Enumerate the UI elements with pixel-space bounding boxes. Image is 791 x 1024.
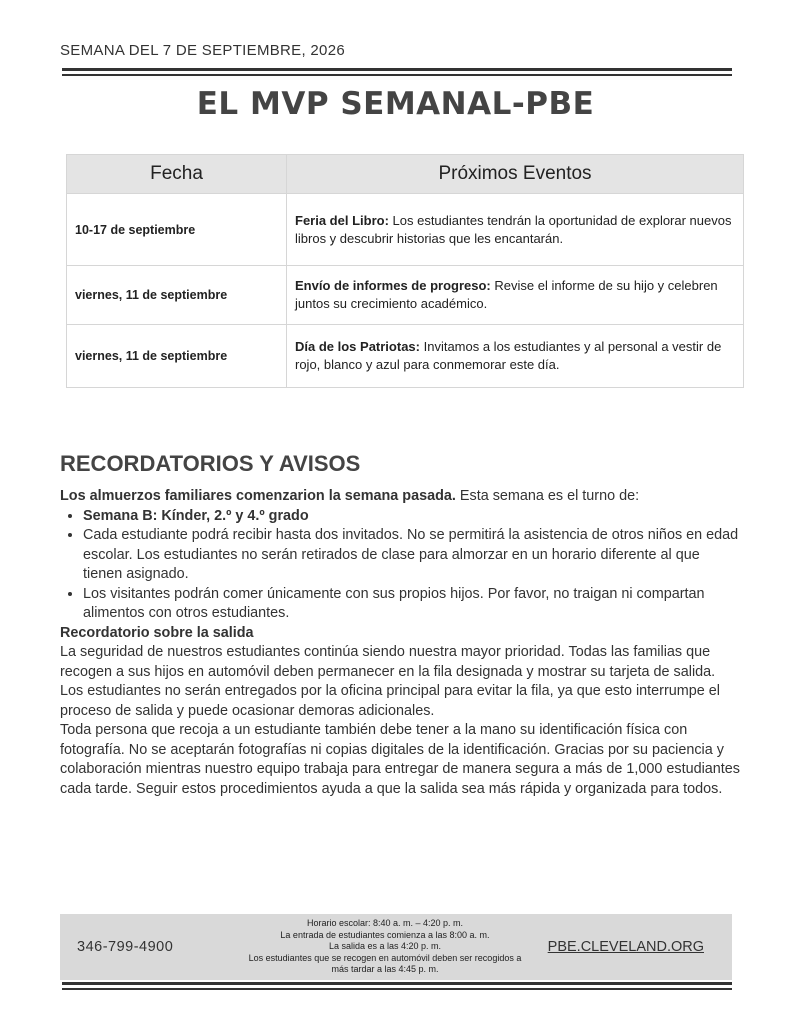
hours-line: La salida es a las 4:20 p. m.	[328, 941, 442, 952]
website-link[interactable]: PBE.CLEVELAND.ORG	[547, 939, 704, 955]
event-name: Feria del Libro:	[295, 212, 389, 228]
lunch-intro-bold: Los almuerzos familiares comenzarion la semana pasada.	[60, 488, 456, 504]
footer-bar	[60, 914, 732, 980]
hours-line: Los estudiantes que se recogen en automóvil deben ser recogidos a	[248, 952, 522, 963]
events-table	[66, 154, 744, 388]
table-row	[67, 194, 744, 266]
event-description	[287, 325, 744, 388]
event-date: 10-17 de septiembre	[67, 194, 287, 266]
dismissal-title: Recordatorio sobre la salida	[60, 624, 254, 641]
hours-line: Horario escolar: 8:40 a. m. – 4:20 p. m.	[306, 918, 464, 928]
lunch-intro-text: Esta semana es el turno de:	[455, 488, 640, 504]
event-text: Los estudiantes tendrán la oportunidad de explorar nuevos libros y descubrir historias que les encantarán.	[295, 212, 732, 246]
bottom-divider-thin	[62, 988, 732, 990]
list-item: • Los visitantes podrán comer únicamente con sus propios hijos. Por favor, no traigan ni compartan alimentos con otros estudiantes.	[83, 585, 740, 624]
page-title: EL MVP SEMANAL-PBE	[196, 86, 595, 122]
event-date: viernes, 11 de septiembre	[67, 325, 287, 388]
column-header-date: Fecha	[67, 155, 287, 194]
dismissal-paragraph: La seguridad de nuestros estudiantes continúa siendo nuestra mayor prioridad. Todas las familias que recogen a sus hijos en automóvil deben permanecer en la fila designada y mostrar su tarjeta de salida. Los estudiantes no serán entregados por la oficina principal para evitar la fila, ya que esto interrumpe el proceso de salida y puede ocasionar demoras adicionales.	[60, 644, 720, 719]
hours-line: más tardar a las 4:45 p. m.	[331, 964, 439, 975]
table-row	[67, 325, 744, 388]
phone-number: 346-799-4900	[77, 939, 174, 955]
hours-line: La entrada de estudiantes comienza a las 8:00 a. m.	[280, 929, 490, 940]
lunch-bullets	[60, 507, 740, 624]
top-divider-thin	[62, 74, 732, 76]
event-text: Invitamos a los estudiantes y al personal a vestir de rojo, blanco y azul para conmemorar este día.	[295, 339, 722, 372]
event-description	[287, 194, 744, 266]
event-name: Día de los Patriotas:	[295, 339, 420, 354]
reminders-title: RECORDATORIOS Y AVISOS	[60, 451, 361, 476]
bottom-divider	[62, 982, 732, 985]
event-text: Revise el informe de su hijo y celebren juntos su crecimiento académico.	[295, 278, 718, 311]
event-date: viernes, 11 de septiembre	[67, 266, 287, 325]
school-hours	[220, 918, 550, 976]
week-label: SEMANA DEL 7 DE SEPTIEMBRE, 2026	[60, 42, 345, 59]
event-name: Envío de informes de progreso:	[295, 278, 491, 293]
list-item: • Cada estudiante podrá recibir hasta dos invitados. No se permitirá la asistencia de otros niños en edad escolar. Los estudiantes no serán retirados de clase para almorzar en un horario diferente al que tienen asignado.	[83, 526, 740, 585]
lunch-intro	[60, 487, 740, 507]
column-header-events: Próximos Eventos	[287, 155, 744, 194]
dismissal-paragraph: Toda persona que recoja a un estudiante también debe tener a la mano su identificación física con fotografía. No se aceptarán fotografías ni copias digitales de la identificación. Gracias por su paciencia y colaboración mientras nuestro equipo trabaja para entregar de manera segura a más de 1,000 estudiantes cada tarde. Seguir estos procedimientos ayuda a que la salida sea más rápida y organizada para todos.	[60, 722, 740, 797]
top-divider	[62, 68, 732, 71]
reminders-body	[60, 487, 740, 799]
list-item: • Semana B: Kínder, 2.º y 4.º grado	[83, 507, 740, 527]
event-description	[287, 266, 744, 325]
table-row	[67, 266, 744, 325]
